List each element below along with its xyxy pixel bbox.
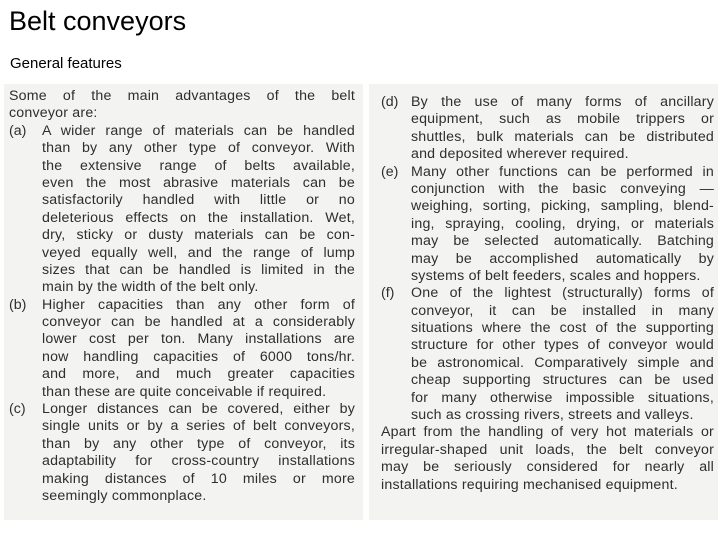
text-line: By the use of many forms of ancillary [411, 94, 714, 110]
list-item [9, 123, 355, 297]
scanned-text-right [369, 84, 718, 520]
list-item-text [42, 123, 355, 297]
list-item [9, 401, 355, 505]
text-line: than by any other type of conveyor. With [42, 140, 355, 157]
slide-subtitle: General features [10, 55, 122, 72]
text-line: conveyor are: [9, 105, 98, 122]
text-line: the extensive range of belts available, [42, 157, 355, 174]
text-line: sizes that can be handled is limited in the [42, 261, 355, 278]
text-line: weighing, sorting, picking, sampling, blend- [411, 198, 714, 215]
text-line: may be seriously considered for nearly all [381, 459, 714, 476]
text-line: equipment, such as mobile trippers or [411, 111, 714, 128]
text-line: cheap supporting structures can be used [411, 372, 714, 389]
list-item-text [42, 401, 355, 505]
text-line: seemingly commonplace. [42, 487, 207, 504]
text-line: situations where the cost of the supporting [411, 320, 714, 337]
list-item-label: (a) [9, 122, 27, 139]
list-item [9, 297, 355, 401]
scanned-text-left [4, 84, 363, 520]
list-item-label: (b) [9, 296, 27, 313]
text-line: Longer distances can be covered, either by [42, 401, 355, 418]
text-line: than these are quite conceivable if required. [42, 383, 327, 400]
list-item-text [411, 285, 714, 424]
text-line: A wider range of materials can be handled [42, 122, 355, 139]
text-line: be astronomical. Comparatively simple and [411, 354, 714, 371]
text-line: conveyor, it can be installed in many [411, 302, 714, 319]
text-line: installations requiring mechanised equipment. [381, 476, 678, 493]
text-line: Apart from the handling of very hot materials or [381, 424, 714, 441]
text-line: shuttles, bulk materials can be distributed [411, 128, 714, 145]
text-line: satisfactorily handled with little or no [42, 192, 355, 209]
text-line: than by any other type of conveyor, its [42, 435, 355, 452]
text-line: Higher capacities than any other form of [42, 296, 355, 313]
text-line: systems of belt feeders, scales and hoppers. [411, 267, 701, 284]
list-item [381, 164, 714, 286]
slide-title: Belt conveyors [9, 6, 187, 36]
list-item-label: (f) [381, 285, 395, 302]
text-line: single units or by a series of belt conveyors, [42, 418, 355, 435]
text-line: conveyor can be handled at a considerably [42, 314, 355, 331]
text-line: and deposited wherever required. [411, 146, 629, 163]
list-item-text [411, 94, 714, 164]
text-line: such as crossing rivers, streets and valleys. [411, 407, 694, 424]
list-item [381, 94, 714, 164]
text-line: Many other functions can be performed in [411, 163, 714, 180]
text-line: and more, and much greater capacities [42, 366, 355, 383]
list-item-text [411, 164, 714, 286]
text-line: even the most abrasive materials can be [42, 174, 355, 191]
text-line: lower cost per ton. Many installations are [42, 331, 355, 348]
text-line: now handling capacities of 6000 tons/hr. [42, 348, 355, 365]
list-item-text [42, 297, 355, 401]
list-item-label: (c) [9, 401, 26, 418]
text-line: ing, spraying, cooling, drying, or materials [411, 215, 714, 232]
text-line: Some of the main advantages of the belt [9, 88, 355, 104]
closing-paragraph [381, 424, 714, 494]
text-line: making distances of 10 miles or more [42, 470, 355, 487]
text-line: structure for other types of conveyor would [411, 337, 714, 354]
text-line: veyed equally well, and the range of lump [42, 244, 355, 261]
text-line: main by the width of the belt only. [42, 279, 259, 296]
list-item-label: (e) [381, 163, 399, 180]
text-line: may be accomplished automatically by [411, 250, 714, 267]
text-line: conjunction with the basic conveying — [411, 180, 714, 197]
text-line: may be selected automatically. Batching [411, 233, 714, 250]
list-item [381, 285, 714, 424]
right-column [381, 94, 714, 494]
text-line: One of the lightest (structurally) forms of [411, 285, 714, 302]
text-line: irregular-shaped unit loads, the belt conveyor [381, 441, 714, 458]
text-line: adaptability for cross-country installations [42, 453, 355, 470]
text-line: dry, sticky or dusty materials can be con- [42, 227, 355, 244]
left-column [9, 88, 355, 505]
text-line: for many otherwise impossible situations, [411, 389, 714, 406]
text-line: deleterious effects on the installation. Wet, [42, 209, 355, 226]
intro-paragraph [9, 88, 355, 123]
list-item-label: (d) [381, 94, 399, 110]
